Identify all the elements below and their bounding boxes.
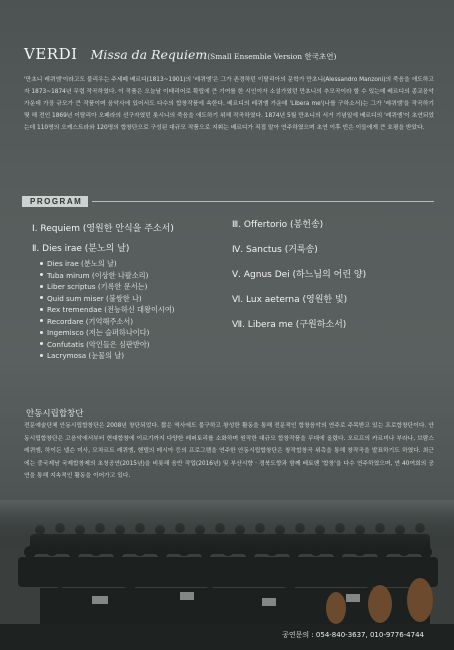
list-item — [40, 258, 232, 270]
contact-info: 공연문의 : 054-840-3637, 010-9776-4744 — [282, 631, 424, 639]
bullet-icon — [40, 262, 43, 265]
choir-heading: 안동시립합창단 — [26, 409, 84, 419]
list-item — [40, 316, 232, 328]
list-item — [40, 327, 232, 339]
list-item — [40, 281, 232, 293]
section-label: Lacrymosa (눈물의 날) — [47, 351, 125, 360]
work-title: Missa da Requiem — [90, 47, 208, 62]
bullet-icon — [40, 296, 43, 299]
program-divider — [92, 201, 434, 202]
section-label: Liber scriptus (기록한 문서는) — [47, 282, 148, 291]
list-item — [40, 339, 232, 351]
program-header — [22, 196, 434, 207]
section-label: Recordare (기억해주소서) — [47, 316, 134, 326]
program-left-column — [32, 217, 232, 362]
title — [24, 44, 336, 63]
choir-photo — [0, 500, 454, 624]
bullet-icon — [40, 319, 43, 322]
movement-2: Ⅱ. Dies irae (분노의 날) — [32, 244, 130, 254]
list-item — [40, 270, 232, 282]
section-label: Dies irae (분노의 날) — [47, 259, 117, 268]
choir-photo-illustration — [0, 500, 454, 624]
section-label: Rex tremendae (전능하신 대왕이시여) — [47, 305, 175, 314]
movement-7: Ⅶ. Libera me (구원하소서) — [232, 320, 347, 330]
bullet-icon — [40, 285, 43, 288]
bullet-icon — [40, 342, 43, 345]
footer-bar — [0, 624, 454, 650]
bullet-icon — [40, 273, 43, 276]
movement-6: Ⅵ. Lux aeterna (영원한 빛) — [232, 295, 348, 305]
program-label: PROGRAM — [22, 196, 88, 207]
movement-1: Ⅰ. Requiem (영원한 안식을 주소서) — [32, 224, 174, 234]
list-item — [40, 304, 232, 316]
choir-paragraph: 전문예술단체 안동시립합창단은 2008년 창단되었다. 짧은 역사에도 불구하고 왕성한 활동을 통해 전문적인 합창음악의 연주로 주목받고 있는 프로합창단이다. 안동시립합창단은 고음악에서부터 현대합창에 이르기까지 다양한 레퍼토리를 소화하며 원작한 대규모 합창작품을 무대에 올렸다. 오르프의 카르미나 부라나, 브람스 레퀴엠, 하이든 넬슨 미사, 모차르트 레퀴엠, 헨델의 메시아 등의 프로그램을 연주한 안동시립합창단은 창작합창곡 위촉을 통해 창작곡을 발표하기도 하였다. 최근에는 중국제남 국제합창제의 초청공연(2015년)을 비롯해 음반 작업(2016년) 및 부산시향 · 경북도향과 함께 베토벤 '합창'을 다수 연주하였으며, 연 40여회의 공연을 통해 지속적인 활동을 이어가고 있다. — [24, 423, 434, 479]
intro-paragraph: '만초니 레퀴엠'이라고도 불리우는 주세페 베르디(1813~1901)의 '레퀴엠'은 그가 존경하던 이탈리아의 문학가 만초니(Alessandro Manzoni)의 죽음을 애도하고자 1873~1874년 무렵 작곡하였다. 이 작품은 오늘날 이태리어로 확립에 큰 기여를 한 시인이자 소설가였던 만초니의 추모곡이라 할 수 있는데 베르디의 종교음악 가운데 가장 규모가 큰 작품이며 음악사에 있어서도 다수의 합창작품에 속한다. 베르디의 레퀴엠 가운데 'Libera me'(나를 구하소서)는 그가 '레퀴엠'을 작곡하기 몇 해 전인 1869년 이탈리아 오페라의 선구자였던 롯시니의 죽음을 애도하기 위해 작곡하였다. 1874년 5월 만초니의 서거 기념일에 베르디의 '레퀴엠'이 초연되었는데 110명의 오케스트라와 120명의 합창단으로 구성된 대규모 작품으로 지휘는 베르디가 직접 맡아 연주하였으며 초연 이후 빈은 이들에게 큰 호평을 받았다. — [24, 77, 434, 131]
bullet-icon — [40, 308, 43, 311]
bullet-icon — [40, 331, 43, 334]
composer-name: VERDI — [24, 45, 78, 63]
movement-5: Ⅴ. Agnus Dei (하느님의 어린 양) — [232, 270, 367, 280]
bullet-icon — [40, 354, 43, 357]
edition-note: (Small Ensemble Version 한국초연) — [207, 52, 337, 61]
dies-irae-sections — [40, 258, 232, 362]
section-label: Confutatis (악인들은 심판받아) — [47, 339, 150, 349]
movement-4: Ⅳ. Sanctus (거룩송) — [232, 245, 318, 255]
section-label: Ingemisco (저는 슬퍼하나이다) — [47, 328, 150, 337]
movement-3: Ⅲ. Offertorio (봉헌송) — [232, 220, 324, 230]
section-label: Tuba mirum (이상한 나팔소리) — [47, 270, 149, 280]
list-item — [40, 293, 232, 305]
section-label: Quid sum miser (불쌍한 나) — [47, 293, 142, 303]
program-right-column — [232, 217, 432, 342]
list-item — [40, 350, 232, 362]
